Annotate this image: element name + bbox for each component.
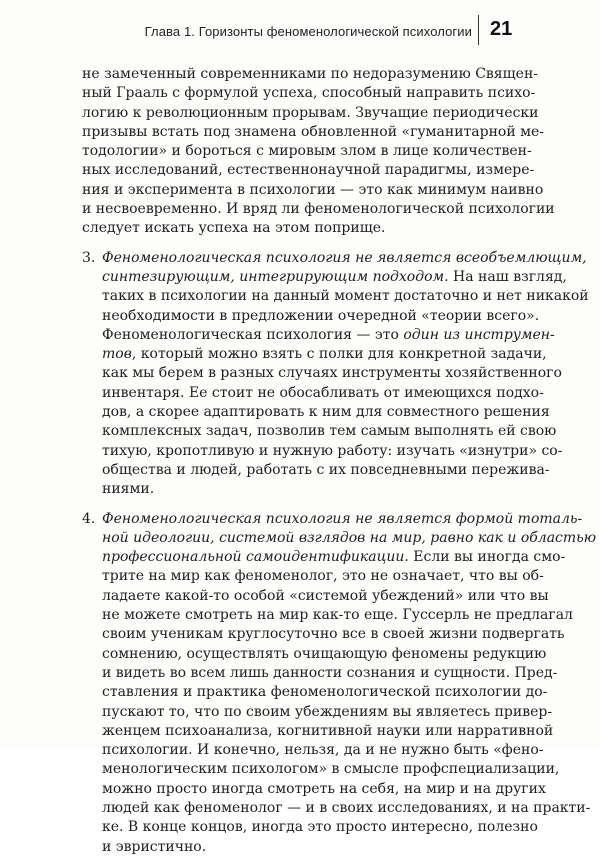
text-line: [102, 645, 547, 664]
text-line: логию к революционным прорывам. Звучащие периодически: [82, 104, 539, 121]
text-line: ния и эксперимента в психологии — это как минимум наивно: [82, 181, 544, 198]
text-line: [102, 422, 557, 441]
text-segment: общества и людей, работать с их повседневными пережива-: [102, 461, 550, 478]
text-line: [102, 625, 565, 644]
text-line: [102, 780, 546, 799]
text-line: и несвоевременно. И вряд ли феноменологической психологии: [82, 201, 555, 218]
page-number: 21: [490, 18, 513, 40]
text-line: [102, 364, 562, 383]
text-segment: и видеть во всем лишь данности сознания и сущности. Пред-: [102, 664, 558, 681]
text-line: [102, 548, 566, 567]
text-segment: сомнению, осуществлять очищающую феномены редукцию: [102, 645, 547, 662]
text-line: [102, 567, 544, 586]
list-number: 3.: [82, 249, 96, 266]
text-line: [102, 461, 550, 480]
text-segment: женцем психоанализа, когнитивной науки или нарративной: [102, 722, 554, 739]
text-line: [102, 384, 544, 403]
list-item-text: [102, 249, 589, 500]
text-line: [102, 510, 583, 529]
text-segment: Феноменологическая психология — это: [102, 326, 404, 343]
text-line: [102, 741, 544, 760]
text-segment: ниями.: [102, 481, 155, 498]
running-header: [0, 15, 600, 45]
text-line: тодологии» и бороться с мировым злом в лице количествен-: [82, 143, 532, 160]
text-segment: таких в психологии на данный момент достаточно и нет никакой: [102, 288, 589, 305]
text-line: [102, 529, 597, 548]
text-line: [102, 345, 547, 364]
intro-paragraph: [82, 65, 555, 239]
text-line: призывы встать под знамена обновленной «гуманитарной ме-: [82, 123, 545, 140]
text-segment: необходимости в предложении очередной «теории всего».: [102, 307, 540, 324]
text-segment: менологическим психологом» в смысле профспециализации,: [102, 761, 560, 778]
text-line: [102, 838, 522, 857]
text-segment: , который можно взять с полки для конкретной задачи,: [131, 346, 547, 363]
text-line: [102, 799, 591, 818]
text-segment: тихую, кропотливую и нужную работу: изучать «изнутри» со-: [102, 442, 563, 459]
text-line: ных исследований, естественнонаучной парадигмы, измере-: [82, 162, 535, 179]
text-line: [102, 480, 522, 499]
text-segment: Если вы иногда смо-: [408, 549, 566, 566]
text-segment: трите на мир как феноменолог, это не означает, что вы об-: [102, 568, 544, 585]
text-segment: своим ученикам круглосуточно все в своей жизни подвергать: [102, 626, 565, 643]
text-line: [102, 818, 538, 837]
chapter-title: Глава 1. Горизонты феноменологической психологии: [144, 24, 472, 39]
text-segment: людей как феноменолог — и в своих исследованиях, и на практи-: [102, 799, 591, 816]
text-segment: можно просто иногда смотреть на себя, на мир и на других: [102, 780, 546, 797]
text-line: [102, 249, 587, 268]
text-line: [102, 703, 553, 722]
emphasis-text: Феноменологическая психология не является всеобъемлющим,: [102, 249, 587, 266]
list-item-text: [102, 510, 597, 857]
emphasis-text: Феноменологическая психология не является формой тоталь-: [102, 510, 583, 527]
header-divider: [478, 15, 479, 45]
text-segment: ке. В конце концов, иногда это просто интересно, полезно: [102, 819, 538, 836]
text-segment: пускают то, что по своим убеждениям вы являетесь привер-: [102, 703, 553, 720]
text-line: не замеченный современниками по недоразумению Священ-: [82, 66, 539, 82]
text-line: [102, 287, 589, 306]
text-segment: не можете смотреть на мир как-то еще. Гуссерль не предлагал: [102, 607, 573, 624]
text-segment: и эвристично.: [102, 838, 207, 855]
text-segment: как мы берем в разных случаях инструменты хозяйственного: [102, 365, 562, 382]
text-line: [102, 722, 554, 741]
text-segment: психологии. И конечно, нельзя, да и не нужно быть «фено-: [102, 742, 544, 759]
text-line: [102, 664, 558, 683]
text-segment: ставления и практика феноменологической психологии до-: [102, 684, 548, 701]
text-line: ный Грааль с формулой успеха, способный направить психо-: [82, 85, 536, 102]
text-line: [102, 403, 550, 422]
text-line: [102, 760, 560, 779]
text-line: [102, 307, 540, 326]
text-line: [102, 268, 567, 287]
list-item-4: [82, 510, 597, 857]
emphasis-text: один из инструмен-: [403, 326, 555, 343]
text-segment: ладаете какой-то особой «системой убеждений» или что вы: [102, 587, 549, 604]
text-line: [102, 326, 555, 345]
list-number: 4.: [82, 510, 96, 527]
text-line: [102, 683, 548, 702]
text-line: следует искать успеха на этом поприще.: [82, 220, 386, 237]
text-line: [102, 442, 563, 461]
body-text: [82, 65, 597, 857]
text-segment: На наш взгляд,: [448, 268, 567, 285]
emphasis-text: тов: [102, 346, 132, 363]
emphasis-text: профессиональной самоидентификации.: [102, 549, 409, 566]
text-segment: дов, а скорее адаптировать к ним для совместного решения: [102, 404, 550, 421]
text-segment: инвентаря. Ее стоит не обосабливать от имеющихся подхо-: [102, 384, 544, 401]
emphasis-text: ной идеологии, системой взглядов на мир, равно как и областью: [102, 529, 597, 546]
text-line: [102, 587, 549, 606]
emphasis-text: синтезирующим, интегрирующим подходом.: [102, 268, 449, 285]
text-line: [102, 606, 573, 625]
list-item-3: [82, 249, 589, 500]
text-segment: комплексных задач, позволив тем самым выполнять ей свою: [102, 423, 557, 440]
